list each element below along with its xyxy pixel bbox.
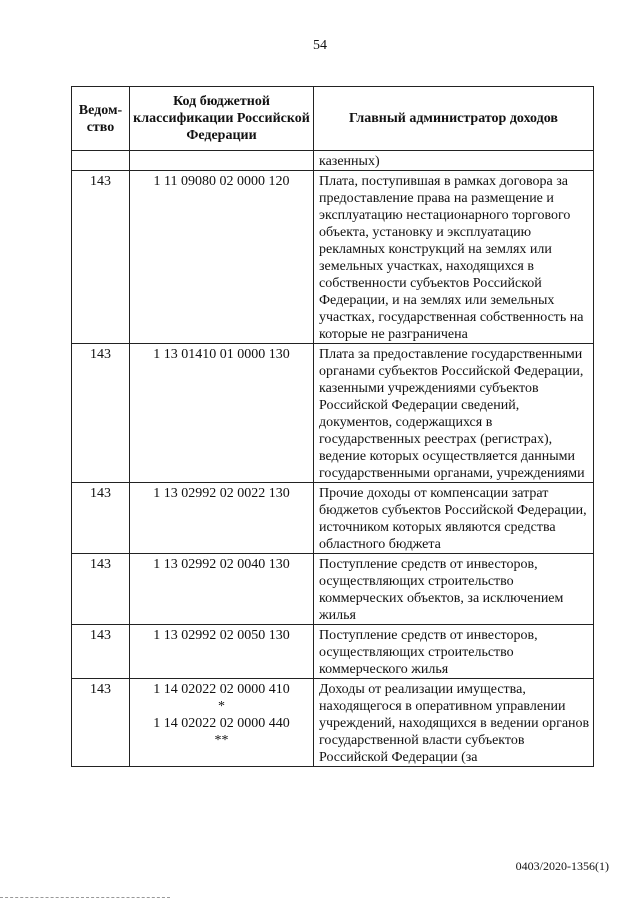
document-footer-code: 0403/2020-1356(1) (515, 859, 609, 873)
cell-code (130, 151, 314, 171)
cell-dept: 143 (72, 344, 130, 483)
code-line: 1 13 02992 02 0040 130 (153, 557, 290, 572)
cell-desc: Поступление средств от инвесторов, осуществляющих строительство коммерческих объектов, за исключением жилья (314, 554, 594, 625)
table-row (72, 344, 594, 483)
code-line: 1 14 02022 02 0000 410 (153, 682, 290, 697)
page-number: 54 (313, 38, 327, 53)
cell-dept (72, 151, 130, 171)
table-header-row (72, 87, 594, 151)
cell-dept: 143 (72, 554, 130, 625)
cell-desc: Доходы от реализации имущества, находящегося в оперативном управлении учреждений, находящихся в ведении органов государственной власти субъектов Российской Федерации (за (314, 679, 594, 767)
code-line: 1 11 09080 02 0000 120 (153, 174, 290, 189)
cell-dept: 143 (72, 679, 130, 767)
header-dept: Ведом-ство (72, 87, 130, 151)
code-footnote-mark: ** (214, 733, 229, 748)
cell-desc: Плата за предоставление государственными органами субъектов Российской Федерации, казенными учреждениями субъектов Российской Федерации сведений, документов, содержащихся в государственных реестрах (регистрах), ведение которых осуществляется данными государственными органами, учреждениями (314, 344, 594, 483)
code-line: 1 13 02992 02 0050 130 (153, 628, 290, 643)
code-line: 1 14 02022 02 0000 440 (153, 716, 290, 731)
code-line: 1 13 02992 02 0022 130 (153, 486, 290, 501)
cell-code (130, 625, 314, 679)
cell-dept: 143 (72, 171, 130, 344)
table-row (72, 171, 594, 344)
cell-code (130, 554, 314, 625)
table-row (72, 679, 594, 767)
cell-code (130, 679, 314, 767)
cell-code (130, 483, 314, 554)
cell-code (130, 171, 314, 344)
cell-desc: Поступление средств от инвесторов, осуществляющих строительство коммерческого жилья (314, 625, 594, 679)
cell-desc: Прочие доходы от компенсации затрат бюджетов субъектов Российской Федерации, источником которых являются средства областного бюджета (314, 483, 594, 554)
cell-dept: 143 (72, 483, 130, 554)
cell-desc: казенных) (314, 151, 594, 171)
table-row (72, 554, 594, 625)
table-row-continuation (72, 151, 594, 171)
scan-artifact-line (0, 897, 170, 900)
table-row (72, 483, 594, 554)
budget-classification-table (71, 86, 594, 767)
cell-code (130, 344, 314, 483)
cell-desc: Плата, поступившая в рамках договора за предоставление права на размещение и эксплуатацию нестационарного торгового объекта, установку и эксплуатацию рекламных конструкций на землях или земельных участках, находящихся в собственности субъектов Российской Федерации, и на землях или земельных участках, государственная собственность на которые не разграничена (314, 171, 594, 344)
header-admin: Главный администратор доходов (314, 87, 594, 151)
code-line: 1 13 01410 01 0000 130 (153, 347, 290, 362)
cell-dept: 143 (72, 625, 130, 679)
header-code: Код бюджетной классификации Российской Федерации (130, 87, 314, 151)
table-row (72, 625, 594, 679)
code-footnote-mark: * (218, 699, 225, 714)
